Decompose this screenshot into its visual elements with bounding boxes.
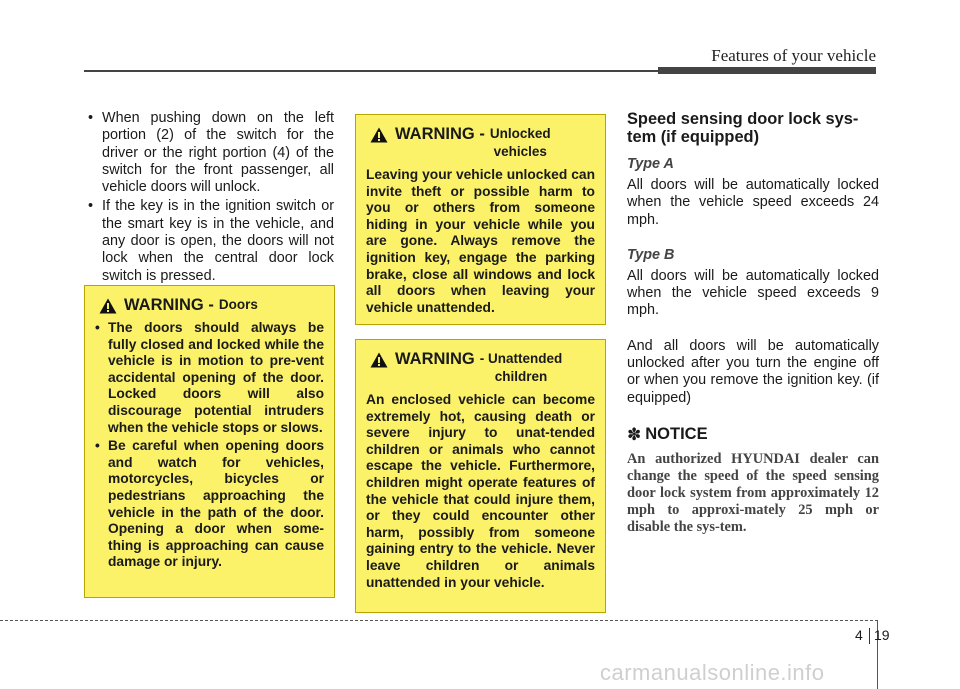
page-header-title: Features of your vehicle — [711, 46, 876, 65]
warning-body: Leaving your vehicle unlocked can invite theft or possible harm to you or others from someone hiding in your vehicle while you are gone. Always remove the ignition key, engage the parking brake, close all windows and lock all doors when leaving your vehicle unattended. — [366, 167, 595, 315]
page-number: 19 — [874, 627, 890, 643]
header-rule-accent — [658, 67, 876, 74]
warning-heading — [366, 350, 595, 386]
warning-body: An enclosed vehicle can become extremely hot, causing death or severe injury to unat-tended children or animals who cannot escape the vehicle. Furthermore, children might operate features of the vehicle that could injure them, or they could encounter other harm, possibly from someone gaining entry to the vehicle. Never leave children or animals unattended in your vehicle. — [366, 392, 595, 590]
warning-label: WARNING - — [395, 125, 485, 143]
warning-box-unlocked-vehicles — [355, 114, 606, 325]
unlock-text: And all doors will be automatically unlocked after you turn the engine off or when you remove the ignition key. (if equipped) — [627, 337, 879, 406]
warning-box-unattended-children — [355, 339, 606, 613]
list-item: • Be careful when opening doors and watch for vehicles, motorcycles, bicycles or pedestrians approaching the vehicle in the path of the door. Opening a door when some-thing is approaching can cause damage or injury. — [95, 438, 324, 571]
type-a-label: Type A — [627, 156, 674, 172]
warning-heading — [95, 296, 324, 314]
notice-body: An authorized HYUNDAI dealer can change the speed of the speed sensing door lock system from approximately 12 mph to approxi-mately 25 mph or disable the sys-tem. — [627, 450, 879, 535]
list-item: • If the key is in the ignition switch or the smart key is in the vehicle, and any door is open, the doors will not lock when the central door lock switch is pressed. — [88, 198, 334, 284]
notice-star-icon: ✽ — [627, 424, 642, 444]
warning-triangle-icon — [99, 298, 117, 314]
section-title: Speed sensing door lock sys-tem (if equipped) — [627, 110, 859, 146]
warning-label: WARNING — [395, 350, 475, 368]
warning-label: WARNING - — [124, 296, 214, 314]
warning-heading — [366, 125, 595, 161]
page-number-separator — [869, 628, 870, 644]
watermark: carmanualsonline.info — [600, 660, 825, 685]
warning-list — [95, 320, 324, 571]
type-b-text: All doors will be automatically locked when the vehicle speed exceeds 9 mph. — [627, 267, 879, 319]
notice-heading — [627, 425, 879, 445]
list-item: • When pushing down on the left portion (2) of the switch for the driver or the right portion (4) of the switch for the front passenger, all vehicle doors will unlock. — [88, 110, 334, 196]
left-bullet-list — [88, 110, 334, 287]
type-b-label: Type B — [627, 246, 675, 263]
chapter-number: 4 — [855, 627, 863, 643]
warning-triangle-icon — [370, 127, 388, 143]
warning-subject: - Unattended children — [479, 351, 563, 384]
speed-sensing-section — [627, 110, 879, 536]
warning-subject: Unlocked vehicles — [489, 126, 551, 159]
warning-triangle-icon — [370, 352, 388, 368]
list-item: • The doors should always be fully closed and locked while the vehicle is in motion to pre-vent accidental opening of the door. Locked doors will also discourage potential intruders when the vehicle stops or slows. — [95, 320, 324, 436]
footer-rule — [0, 620, 878, 621]
warning-box-doors — [84, 285, 335, 598]
warning-subject: Doors — [218, 297, 258, 312]
notice-title: NOTICE — [645, 425, 708, 444]
type-a-text: All doors will be automatically locked when the vehicle speed exceeds 24 mph. — [627, 177, 879, 228]
